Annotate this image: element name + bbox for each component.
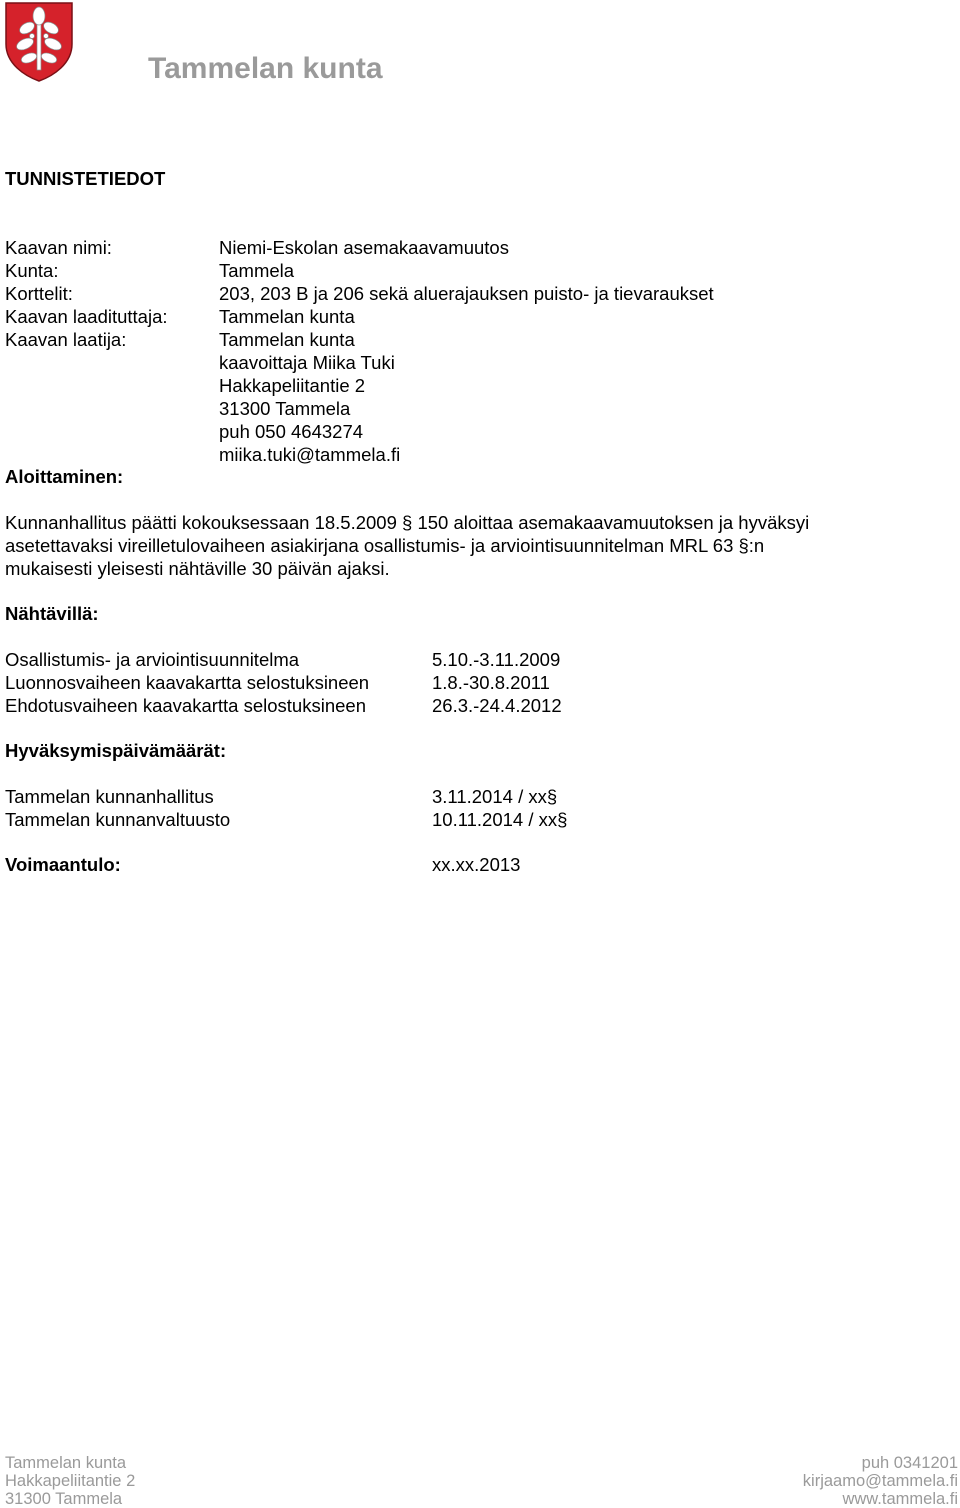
on-display-date: 1.8.-30.8.2011: [432, 672, 550, 693]
blocks-label: Korttelit:: [5, 283, 73, 304]
tammela-crest-icon: [5, 2, 73, 82]
org-title: Tammelan kunta: [148, 52, 383, 85]
section-title: TUNNISTETIEDOT: [5, 168, 166, 189]
author-line: puh 050 4643274: [219, 421, 364, 442]
initiation-label: Aloittaminen:: [5, 466, 124, 487]
initiation-text-line: asetettavaksi vireilletulovaiheen asiakirjana osallistumis- ja arviointisuunnitelman MRL 63 §:n: [5, 535, 765, 556]
author-line: Tammelan kunta: [219, 329, 355, 350]
footer-left-line: Hakkapeliitantie 2: [5, 1472, 136, 1490]
approval-body: Tammelan kunnanhallitus: [5, 786, 214, 807]
approval-date: 10.11.2014 / xx§: [432, 809, 568, 830]
entry-into-force-date: xx.xx.2013: [432, 854, 521, 875]
author-label: Kaavan laatija:: [5, 329, 127, 350]
on-display-date: 5.10.-3.11.2009: [432, 649, 561, 670]
initiation-text-line: Kunnanhallitus päätti kokouksessaan 18.5.2009 § 150 aloittaa asemakaavamuutoksen ja hyväksyi: [5, 512, 810, 533]
approval-label: Hyväksymispäivämäärät:: [5, 740, 227, 761]
entry-into-force-label: Voimaantulo:: [5, 854, 121, 875]
author-line: 31300 Tammela: [219, 398, 351, 419]
commissioner-label: Kaavan laadituttaja:: [5, 306, 168, 327]
on-display-item: Ehdotusvaiheen kaavakartta selostuksineen: [5, 695, 366, 716]
plan-name-value: Niemi-Eskolan asemakaavamuutos: [219, 237, 509, 258]
municipality-value: Tammela: [219, 260, 295, 281]
on-display-date: 26.3.-24.4.2012: [432, 695, 562, 716]
author-email: miika.tuki@tammela.fi: [219, 444, 401, 465]
author-line: kaavoittaja Miika Tuki: [219, 352, 395, 373]
on-display-label: Nähtävillä:: [5, 603, 99, 624]
author-line: Hakkapeliitantie 2: [219, 375, 366, 396]
commissioner-value: Tammelan kunta: [219, 306, 355, 327]
footer-phone: puh 0341201: [861, 1454, 958, 1472]
on-display-item: Osallistumis- ja arviointisuunnitelma: [5, 649, 300, 670]
municipality-label: Kunta:: [5, 260, 59, 281]
approval-body: Tammelan kunnanvaltuusto: [5, 809, 231, 830]
approval-date: 3.11.2014 / xx§: [432, 786, 558, 807]
footer-website: www.tammela.fi: [842, 1490, 958, 1508]
footer-email: kirjaamo@tammela.fi: [802, 1472, 958, 1490]
footer-left-line: Tammelan kunta: [5, 1454, 127, 1472]
initiation-text-line: mukaisesti yleisesti nähtäville 30 päivän ajaksi.: [5, 558, 390, 579]
on-display-item: Luonnosvaiheen kaavakartta selostuksineen: [5, 672, 370, 693]
footer-left-line: 31300 Tammela: [5, 1490, 123, 1508]
blocks-value: 203, 203 B ja 206 sekä aluerajauksen puisto- ja tievaraukset: [219, 283, 714, 304]
plan-name-label: Kaavan nimi:: [5, 237, 112, 258]
